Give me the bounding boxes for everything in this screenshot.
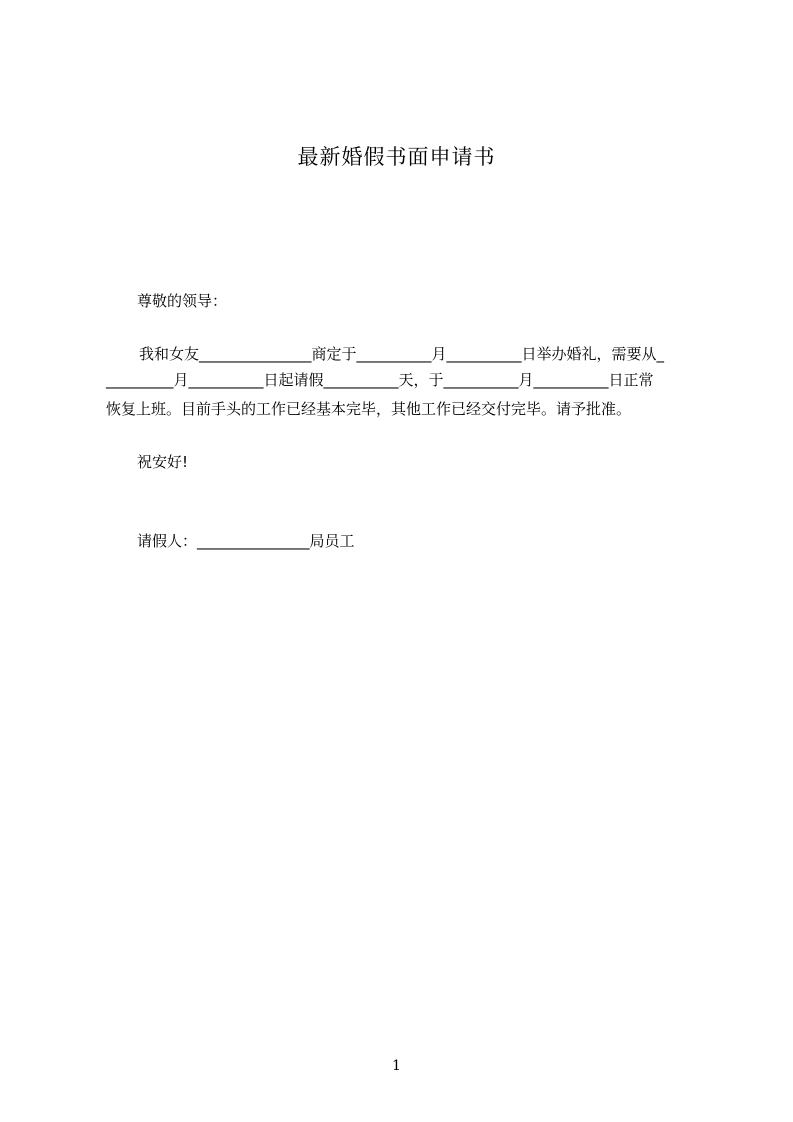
salutation: 尊敬的领导： — [137, 292, 228, 310]
page-number: 1 — [392, 1058, 401, 1074]
body-line-2: _________月__________日起请假__________天，于__________月__________日正常 — [106, 371, 654, 389]
body-line-1: 我和女友_______________商定于__________月__________日举办婚礼，需要从_ — [139, 345, 665, 363]
closing-greeting: 祝安好! — [137, 453, 189, 471]
document-title: 最新婚假书面申请书 — [297, 145, 496, 169]
body-line-3: 恢复上班。目前手头的工作已经基本完毕，其他工作已经交付完毕。请予批准。 — [106, 400, 632, 418]
signature-line: 请假人：_______________局员工 — [137, 532, 355, 550]
